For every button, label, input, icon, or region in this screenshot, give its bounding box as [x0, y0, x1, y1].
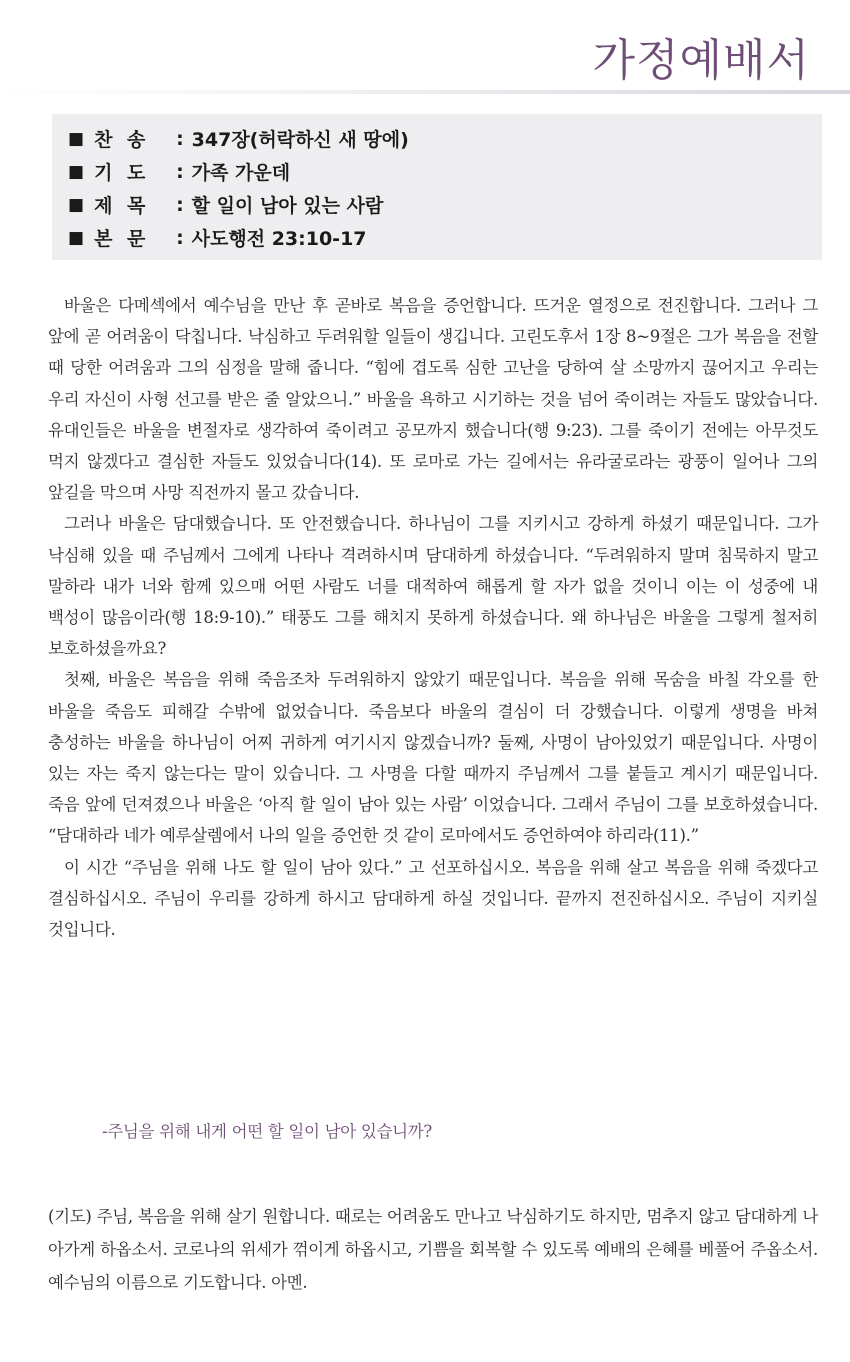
info-key: 제 목: [94, 195, 150, 217]
info-value: 사도행전 23:10-17: [191, 228, 367, 250]
service-info-box: [52, 114, 822, 260]
square-bullet-icon: ■: [68, 227, 85, 248]
square-bullet-icon: ■: [68, 194, 85, 215]
sermon-paragraph: 그러나 바울은 담대했습니다. 또 안전했습니다. 하나님이 그를 지키시고 강하게 하셨기 때문입니다. 그가 낙심해 있을 때 주님께서 그에게 나타나 격려하시며 담대하게 하셨습니다. “두려워하지 말며 침묵하지 말고 말하라 내가 너와 함께 있으매 어떤 사람도 너를 대적하여 해롭게 할 자가 없을 것이니 이는 이 성중에 내 백성이 많음이라(행 18:9-10).” 태풍도 그를 해치지 못하게 하셨습니다. 왜 하나님은 바울을 그렇게 철저히 보호하셨을까요?: [48, 514, 818, 659]
info-row-hymn: [68, 122, 822, 155]
sermon-paragraph: 바울은 다메섹에서 예수님을 만난 후 곧바로 복음을 증언합니다. 뜨거운 열정으로 전진합니다. 그러나 그 앞에 곧 어려움이 닥칩니다. 낙심하고 두려워할 일들이 생깁니다. 고린도후서 1장 8~9절은 그가 복음을 전할 때 당한 어려움과 그의 심정을 말해 줍니다. “힘에 겹도록 심한 고난을 당하여 살 소망까지 끊어지고 우리는 우리 자신이 사형 선고를 받은 줄 알았으니.” 바울을 욕하고 시기하는 것을 넘어 죽이려는 자들도 많았습니다. 유대인들은 바울을 변절자로 생각하여 죽이려고 공모까지 했습니다(행 9:23). 그를 죽이기 전에는 아무것도 먹지 않겠다고 결심한 자들도 있었습니다(14). 또 로마로 가는 길에서는 유라굴로라는 광풍이 일어나 그의 앞길을 막으며 사망 직전까지 몰고 갔습니다.: [48, 296, 818, 503]
info-colon: :: [176, 193, 184, 216]
sermon-paragraph: 첫째, 바울은 복음을 위해 죽음조차 두려워하지 않았기 때문입니다. 복음을 위해 목숨을 바칠 각오를 한 바울을 죽음도 피해갈 수밖에 없었습니다. 죽음보다 바울의 결심이 더 강했습니다. 이렇게 생명을 바쳐 충성하는 바울을 하나님이 어찌 귀하게 여기시지 않겠습니까? 둘째, 사명이 남아있었기 때문입니다. 사명이 있는 자는 죽지 않는다는 말이 있습니다. 그 사명을 다할 때까지 주님께서 그를 붙들고 계시기 때문입니다. 죽음 앞에 던져졌으나 바울은 ‘아직 할 일이 남아 있는 사람’ 이었습니다. 그래서 주님이 그를 보호하셨습니다. “담대하라 네가 예루살렘에서 나의 일을 증언한 것 같이 로마에서도 증언하여야 하리라(11).”: [48, 670, 818, 846]
sermon-paragraph: 이 시간 “주님을 위해 나도 할 일이 남아 있다.” 고 선포하십시오. 복음을 위해 살고 복음을 위해 죽겠다고 결심하십시오. 주님이 우리를 강하게 하시고 담대하게 하실 것입니다. 끝까지 전진하십시오. 주님이 지키실 것입니다.: [48, 857, 818, 940]
reflection-question: -주님을 위해 내게 어떤 할 일이 남아 있습니까?: [102, 1122, 432, 1141]
info-row-scripture: [68, 221, 822, 254]
info-key: 찬 송: [94, 129, 150, 151]
info-colon: :: [176, 160, 184, 183]
square-bullet-icon: ■: [68, 128, 85, 149]
info-key: 본 문: [94, 228, 150, 250]
sermon-body: [48, 290, 818, 945]
page-title: 가정예배서: [592, 35, 810, 86]
info-value: 할 일이 남아 있는 사람: [191, 195, 384, 217]
info-key: 기 도: [94, 162, 150, 184]
info-colon: :: [176, 127, 184, 150]
title-divider: [0, 90, 850, 94]
info-colon: :: [176, 226, 184, 249]
info-row-prayer: [68, 155, 822, 188]
square-bullet-icon: ■: [68, 161, 85, 182]
info-value: 가족 가운데: [191, 162, 291, 184]
info-row-subject: [68, 188, 822, 221]
info-value: 347장(허락하신 새 땅에): [191, 129, 409, 151]
closing-prayer: (기도) 주님, 복음을 위해 살기 원합니다. 때로는 어려움도 만나고 낙심하기도 하지만, 멈추지 않고 담대하게 나아가게 하옵소서. 코로나의 위세가 꺾이게 하옵시고, 기쁨을 회복할 수 있도록 예배의 은혜를 베풀어 주옵소서.예수님의 이름으로 기도합니다. 아멘.: [48, 1207, 818, 1292]
